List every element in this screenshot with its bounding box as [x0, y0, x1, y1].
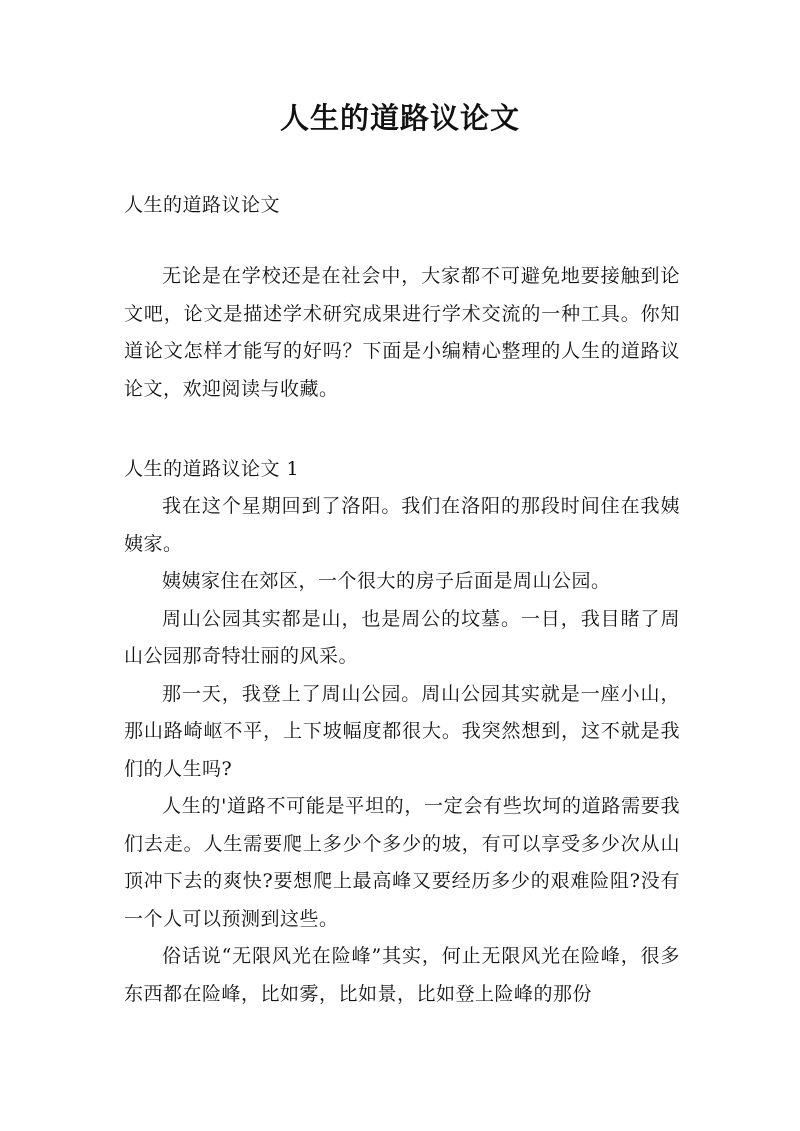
body-paragraph: 周山公园其实都是山，也是周公的坟墓。一日，我目睹了周山公园那奇特壮丽的风采。	[124, 607, 680, 667]
section-heading: 人生的道路议论文 1	[124, 458, 300, 480]
intro-paragraph-block	[124, 258, 680, 408]
body-paragraph: 姨姨家住在郊区，一个很大的房子后面是周山公园。	[162, 570, 611, 592]
document-subtitle: 人生的道路议论文	[124, 194, 281, 216]
body-paragraph: 俗话说“无限风光在险峰”其实，何止无限风光在险峰，很多东西都在险峰，比如雾，比如景，比如登上险峰的那份	[124, 945, 680, 1005]
intro-paragraph: 无论是在学校还是在社会中，大家都不可避免地要接触到论文吧，论文是描述学术研究成果进行学术交流的一种工具。你知道论文怎样才能写的好吗？下面是小编精心整理的人生的道路议论文，欢迎阅读与收藏。	[124, 265, 680, 400]
article-body	[124, 488, 680, 1013]
document-title: 人生的道路议论文	[279, 101, 520, 135]
body-paragraph: 我在这个星期回到了洛阳。我们在洛阳的那段时间住在我姨姨家。	[124, 495, 680, 555]
body-paragraph: 人生的'道路不可能是平坦的，一定会有些坎坷的道路需要我们去走。人生需要爬上多少个多少的坡，有可以享受多少次从山顶冲下去的爽快?要想爬上最高峰又要经历多少的艰难险阻?没有一个人可以预测到这些。	[124, 795, 680, 930]
body-paragraph: 那一天，我登上了周山公园。周山公园其实就是一座小山，那山路崎岖不平，上下坡幅度都很大。我突然想到，这不就是我们的人生吗?	[124, 682, 680, 780]
